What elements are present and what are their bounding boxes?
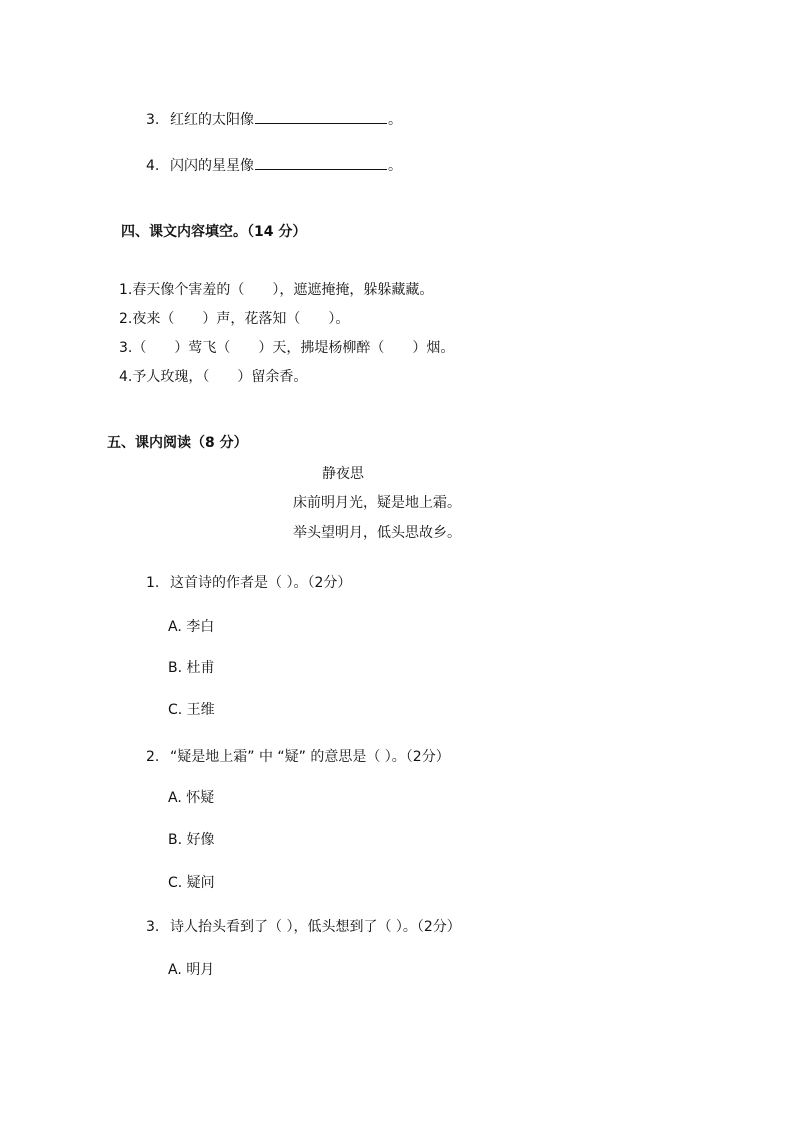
question-number: 2. [146,749,160,765]
q2-option-a[interactable]: A. 怀疑 [168,790,215,806]
item-text: 闪闪的星星像 [170,158,254,174]
fill-line-1: 1.春天像个害羞的（ ），遮遮掩掩，躲躲藏藏。 [119,282,434,298]
item-text: 红红的太阳像 [170,112,254,128]
question-2 [146,750,450,764]
fill-line-2: 2.夜来（ ）声，花落知（ ）。 [119,311,350,327]
fill-line-4: 4.予人玫瑰，（ ）留余香。 [119,369,308,385]
question-text: “疑是地上霜” 中 “疑” 的意思是（ ）。（2分） [170,749,450,765]
poem-line-2: 举头望明月，低头思故乡。 [293,525,461,541]
question-number: 1. [146,575,160,591]
simile-item-4 [146,156,402,173]
item-number: 4. [146,158,160,174]
answer-blank[interactable] [255,110,387,124]
q1-option-c[interactable]: C. 王维 [168,702,215,718]
q3-option-a[interactable]: A. 明月 [168,962,215,978]
answer-blank[interactable] [255,156,387,170]
poem-line-1: 床前明月光，疑是地上霜。 [293,495,461,511]
item-end: 。 [388,112,402,128]
question-3 [146,920,461,934]
item-number: 3. [146,112,160,128]
q1-option-a[interactable]: A. 李白 [168,619,215,635]
question-text: 这首诗的作者是（ ）。（2分） [170,575,352,591]
question-number: 3. [146,919,160,935]
fill-line-3: 3.（ ）莺飞（ ）天，拂堤杨柳醉（ ）烟。 [119,340,455,356]
q2-option-b[interactable]: B. 好像 [168,832,215,848]
poem-title: 静夜思 [322,466,364,482]
q2-option-c[interactable]: C. 疑问 [168,875,215,891]
q1-option-b[interactable]: B. 杜甫 [168,660,215,676]
question-1 [146,576,351,590]
question-text: 诗人抬头看到了（ ），低头想到了（ ）。（2分） [170,919,461,935]
section-4-title: 四、课文内容填空。（14 分） [121,224,307,240]
simile-item-3 [146,110,402,127]
section-5-title: 五、课内阅读（8 分） [107,435,248,451]
item-end: 。 [388,158,402,174]
